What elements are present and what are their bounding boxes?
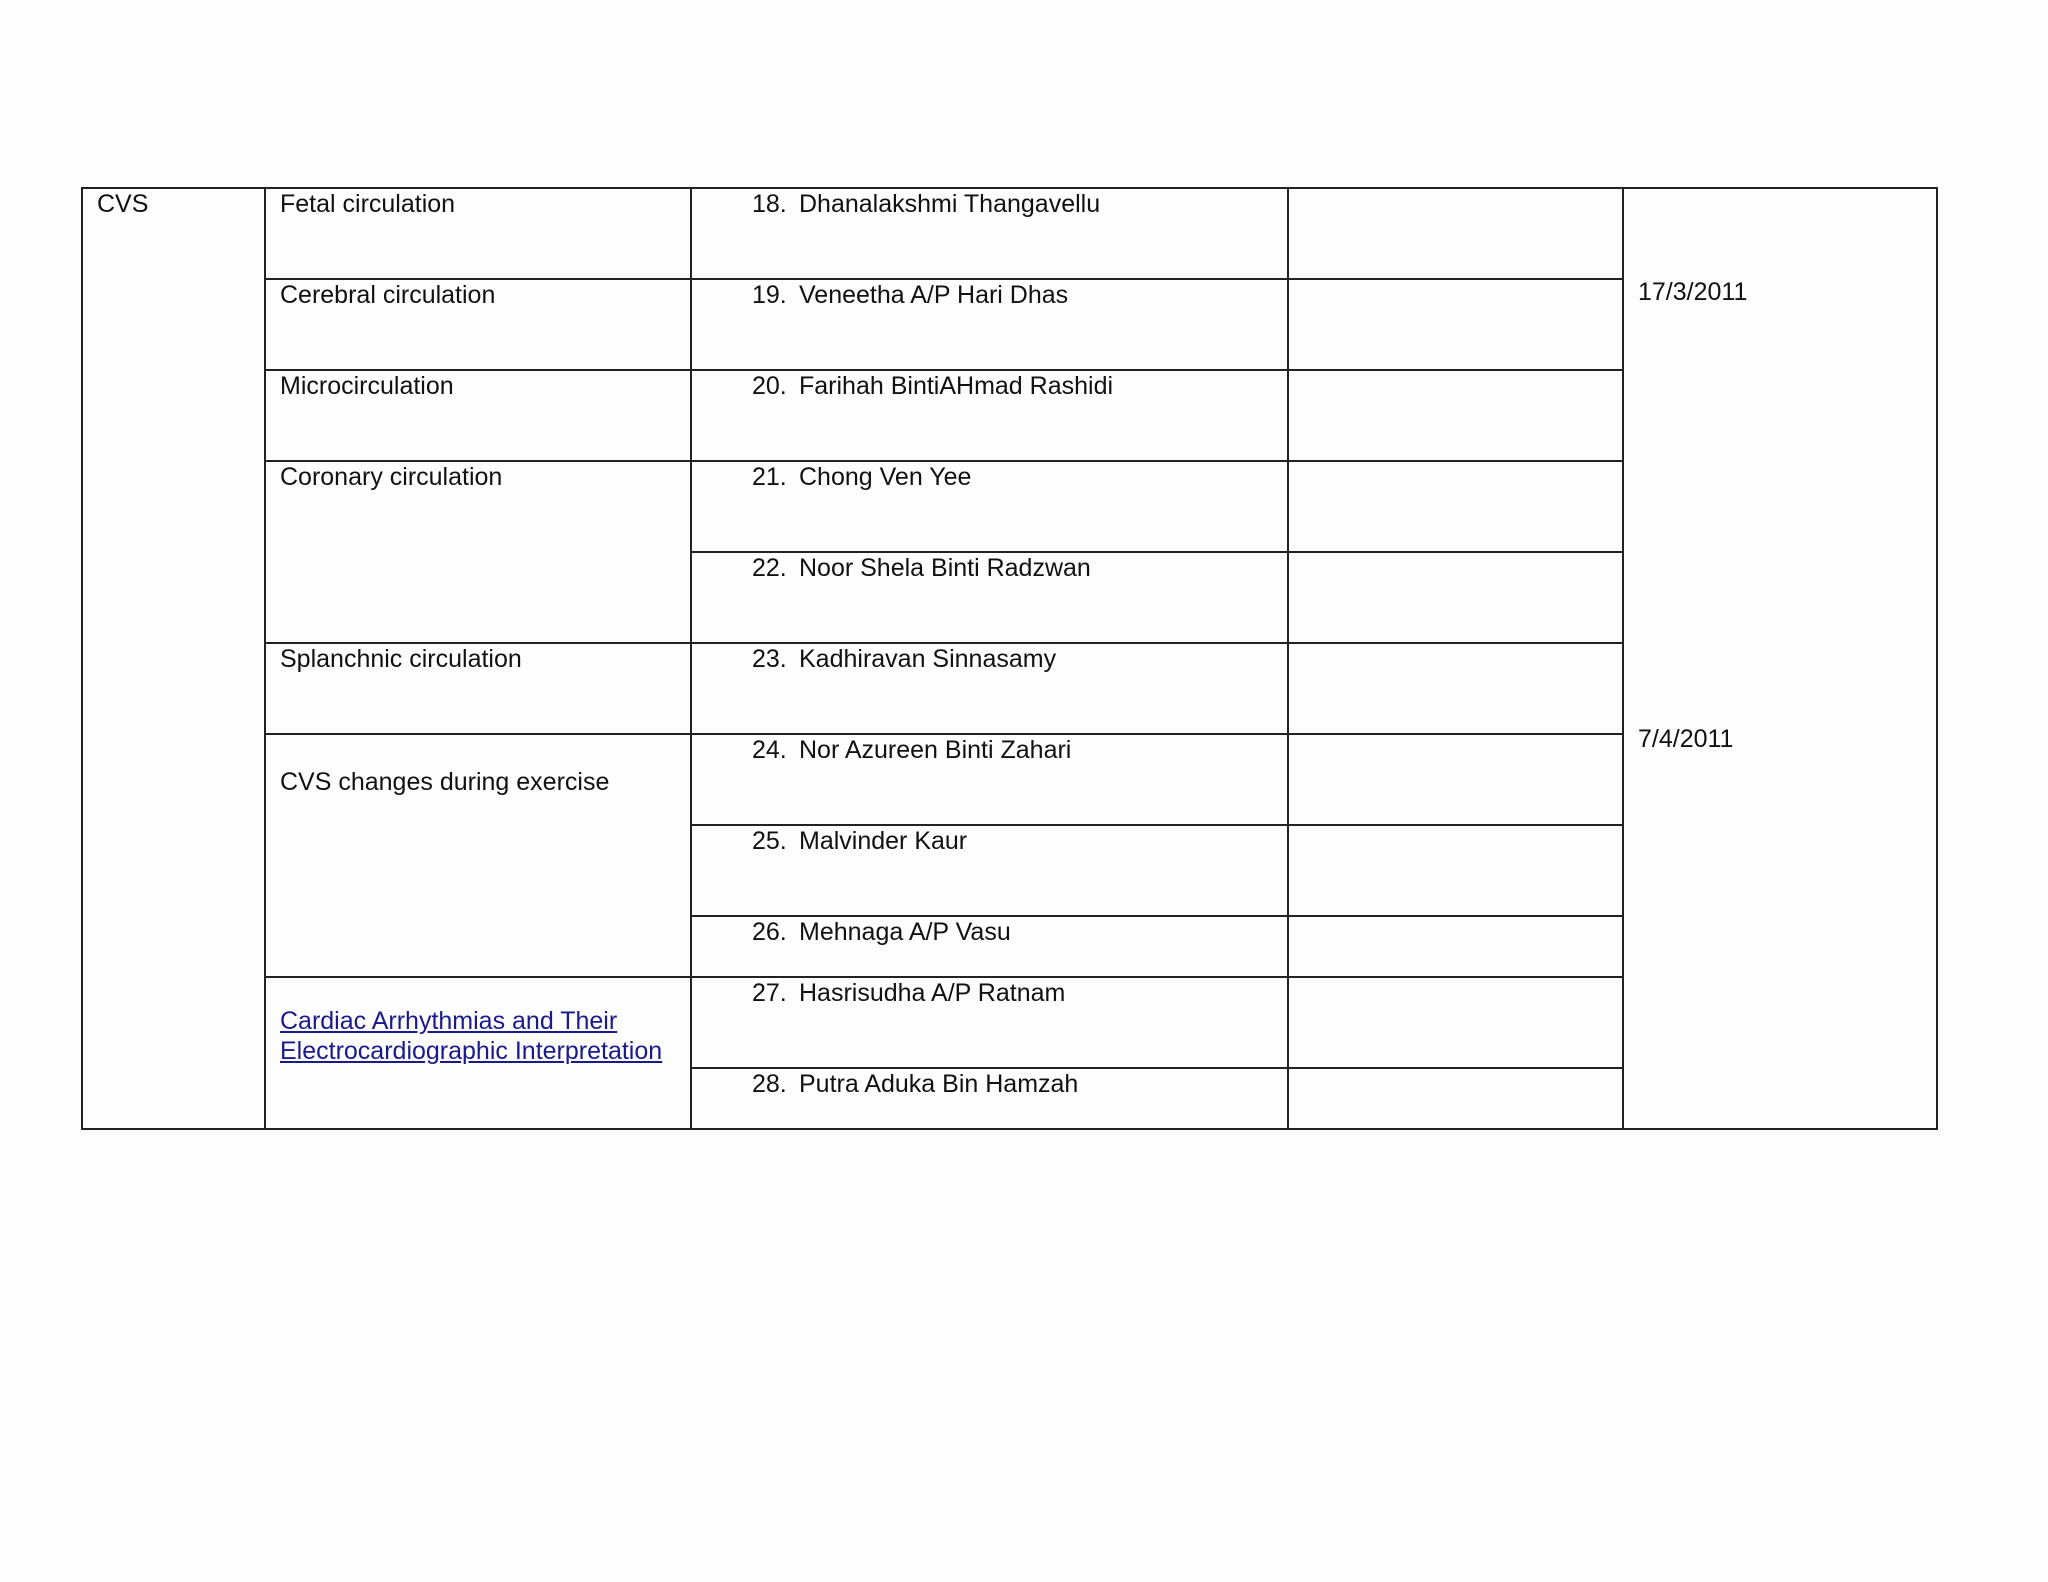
blank-cell bbox=[1288, 370, 1623, 461]
student-number: 21. bbox=[752, 463, 787, 491]
blank-cell bbox=[1288, 977, 1623, 1068]
student-cell bbox=[691, 825, 1288, 916]
student-number: 22. bbox=[752, 554, 787, 582]
topic-cell bbox=[265, 370, 691, 461]
topic-label: Microcirculation bbox=[280, 372, 454, 400]
topic-cell bbox=[265, 643, 691, 734]
topic-label: Splanchnic circulation bbox=[280, 645, 522, 673]
system-cell bbox=[82, 188, 265, 1129]
student-cell bbox=[691, 188, 1288, 279]
student-number: 23. bbox=[752, 645, 787, 673]
student-name: Kadhiravan Sinnasamy bbox=[799, 645, 1057, 673]
seminar-schedule-table bbox=[81, 187, 1938, 1130]
blank-cell bbox=[1288, 188, 1623, 279]
system-label: CVS bbox=[97, 190, 149, 218]
blank-cell bbox=[1288, 461, 1623, 552]
topic-cell bbox=[265, 734, 691, 977]
student-cell bbox=[691, 977, 1288, 1068]
student-number: 26. bbox=[752, 918, 787, 946]
topic-cell bbox=[265, 279, 691, 370]
topic-link[interactable] bbox=[280, 1007, 662, 1065]
student-number: 20. bbox=[752, 372, 787, 400]
topic-link-line: Cardiac Arrhythmias and Their bbox=[280, 1007, 618, 1035]
student-name: Dhanalakshmi Thangavellu bbox=[799, 190, 1101, 218]
topic-cell bbox=[265, 461, 691, 643]
topic-label: CVS changes during exercise bbox=[280, 768, 610, 796]
student-name: Hasrisudha A/P Ratnam bbox=[799, 979, 1066, 1007]
student-number: 18. bbox=[752, 190, 787, 218]
student-name: Chong Ven Yee bbox=[799, 463, 972, 491]
blank-cell bbox=[1288, 552, 1623, 643]
topic-cell bbox=[265, 977, 691, 1129]
blank-cell bbox=[1288, 279, 1623, 370]
blank-cell bbox=[1288, 643, 1623, 734]
date-label: 7/4/2011 bbox=[1638, 725, 1734, 753]
student-number: 28. bbox=[752, 1070, 787, 1098]
student-name: Veneetha A/P Hari Dhas bbox=[799, 281, 1069, 309]
student-cell bbox=[691, 916, 1288, 977]
blank-cell bbox=[1288, 1068, 1623, 1129]
student-name: Malvinder Kaur bbox=[799, 827, 968, 855]
student-cell bbox=[691, 552, 1288, 643]
student-cell bbox=[691, 279, 1288, 370]
student-cell bbox=[691, 1068, 1288, 1129]
student-cell bbox=[691, 461, 1288, 552]
date-label: 17/3/2011 bbox=[1638, 278, 1748, 306]
student-name: Putra Aduka Bin Hamzah bbox=[799, 1070, 1079, 1098]
student-name: Farihah BintiAHmad Rashidi bbox=[799, 372, 1114, 400]
topic-label: Cerebral circulation bbox=[280, 281, 496, 309]
blank-cell bbox=[1288, 825, 1623, 916]
date-cell bbox=[1623, 188, 1937, 1129]
topic-label: Fetal circulation bbox=[280, 190, 456, 218]
student-number: 25. bbox=[752, 827, 787, 855]
student-name: Nor Azureen Binti Zahari bbox=[799, 736, 1072, 764]
student-cell bbox=[691, 643, 1288, 734]
table-row bbox=[82, 188, 1937, 279]
student-name: Mehnaga A/P Vasu bbox=[799, 918, 1011, 946]
student-number: 24. bbox=[752, 736, 787, 764]
topic-label: Coronary circulation bbox=[280, 463, 503, 491]
blank-cell bbox=[1288, 734, 1623, 825]
student-cell bbox=[691, 370, 1288, 461]
student-number: 19. bbox=[752, 281, 787, 309]
student-number: 27. bbox=[752, 979, 787, 1007]
topic-link-line: Electrocardiographic Interpretation bbox=[280, 1037, 663, 1065]
blank-cell bbox=[1288, 916, 1623, 977]
student-cell bbox=[691, 734, 1288, 825]
topic-cell bbox=[265, 188, 691, 279]
student-name: Noor Shela Binti Radzwan bbox=[799, 554, 1091, 582]
